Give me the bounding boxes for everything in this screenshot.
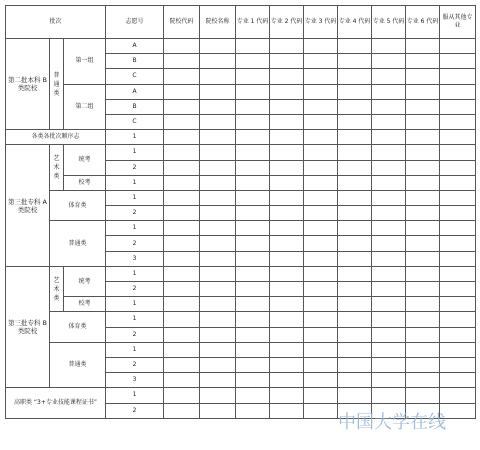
header-major4: 专业 4 代码 xyxy=(338,6,372,39)
table-row xyxy=(6,130,476,145)
input-cell[interactable] xyxy=(406,99,440,114)
header-adjust: 服从其他专业 xyxy=(440,6,476,39)
input-cell[interactable] xyxy=(270,130,304,145)
input-cell[interactable] xyxy=(164,357,200,372)
input-cell[interactable] xyxy=(338,175,372,190)
header-major2: 专业 2 代码 xyxy=(270,6,304,39)
input-cell[interactable] xyxy=(304,312,338,327)
input-cell[interactable] xyxy=(200,84,236,99)
table-row xyxy=(6,145,476,160)
input-cell[interactable] xyxy=(440,297,476,312)
input-cell[interactable] xyxy=(372,84,406,99)
input-cell[interactable] xyxy=(440,373,476,388)
input-cell[interactable] xyxy=(200,282,236,297)
input-cell[interactable] xyxy=(164,236,200,251)
input-cell[interactable] xyxy=(270,84,304,99)
input-cell[interactable] xyxy=(200,297,236,312)
input-cell[interactable] xyxy=(338,84,372,99)
input-cell[interactable] xyxy=(236,69,270,84)
input-cell[interactable] xyxy=(200,251,236,266)
input-cell[interactable] xyxy=(338,160,372,175)
choice-cell: 1 xyxy=(106,221,164,236)
input-cell[interactable] xyxy=(304,54,338,69)
input-cell[interactable] xyxy=(236,114,270,129)
input-cell[interactable] xyxy=(236,145,270,160)
input-cell[interactable] xyxy=(372,357,406,372)
input-cell[interactable] xyxy=(440,388,476,403)
input-cell[interactable] xyxy=(304,130,338,145)
tongkao-label-b: 统考 xyxy=(64,266,106,296)
input-cell[interactable] xyxy=(440,357,476,372)
input-cell[interactable] xyxy=(372,297,406,312)
input-cell[interactable] xyxy=(304,221,338,236)
input-cell[interactable] xyxy=(338,357,372,372)
input-cell[interactable] xyxy=(338,236,372,251)
choice-cell: 3 xyxy=(106,251,164,266)
input-cell[interactable] xyxy=(304,175,338,190)
header-choice-no: 志愿号 xyxy=(106,6,164,39)
input-cell[interactable] xyxy=(440,39,476,54)
input-cell[interactable] xyxy=(236,190,270,205)
input-cell[interactable] xyxy=(270,373,304,388)
input-cell[interactable] xyxy=(304,357,338,372)
input-cell[interactable] xyxy=(164,39,200,54)
header-row xyxy=(6,6,476,39)
input-cell[interactable] xyxy=(406,190,440,205)
header-major3: 专业 3 代码 xyxy=(304,6,338,39)
input-cell[interactable] xyxy=(270,251,304,266)
input-cell[interactable] xyxy=(270,160,304,175)
sports-label: 体育类 xyxy=(50,190,106,220)
choice-cell: 2 xyxy=(106,282,164,297)
input-cell[interactable] xyxy=(270,175,304,190)
input-cell[interactable] xyxy=(338,282,372,297)
input-cell[interactable] xyxy=(372,160,406,175)
input-cell[interactable] xyxy=(270,114,304,129)
input-cell[interactable] xyxy=(338,145,372,160)
input-cell[interactable] xyxy=(440,69,476,84)
choice-cell: 2 xyxy=(106,236,164,251)
input-cell[interactable] xyxy=(406,84,440,99)
section-batch3a: 第三批专科 A 类院校 xyxy=(6,145,50,267)
input-cell[interactable] xyxy=(164,69,200,84)
input-cell[interactable] xyxy=(236,373,270,388)
input-cell[interactable] xyxy=(372,342,406,357)
input-cell[interactable] xyxy=(270,99,304,114)
input-cell[interactable] xyxy=(338,312,372,327)
input-cell[interactable] xyxy=(164,145,200,160)
input-cell[interactable] xyxy=(406,69,440,84)
input-cell[interactable] xyxy=(440,99,476,114)
input-cell[interactable] xyxy=(406,342,440,357)
input-cell[interactable] xyxy=(440,114,476,129)
table-row xyxy=(6,190,476,205)
choice-cell: 2 xyxy=(106,160,164,175)
input-cell[interactable] xyxy=(236,388,270,403)
input-cell[interactable] xyxy=(406,297,440,312)
input-cell[interactable] xyxy=(200,206,236,221)
input-cell[interactable] xyxy=(372,206,406,221)
input-cell[interactable] xyxy=(236,312,270,327)
input-cell[interactable] xyxy=(164,190,200,205)
input-cell[interactable] xyxy=(164,84,200,99)
table-row xyxy=(6,342,476,357)
input-cell[interactable] xyxy=(406,312,440,327)
input-cell[interactable] xyxy=(236,403,270,418)
input-cell[interactable] xyxy=(304,160,338,175)
input-cell[interactable] xyxy=(440,251,476,266)
input-cell[interactable] xyxy=(200,327,236,342)
input-cell[interactable] xyxy=(200,145,236,160)
input-cell[interactable] xyxy=(236,221,270,236)
input-cell[interactable] xyxy=(372,39,406,54)
input-cell[interactable] xyxy=(304,388,338,403)
input-cell[interactable] xyxy=(236,342,270,357)
input-cell[interactable] xyxy=(304,342,338,357)
choice-cell: 2 xyxy=(106,206,164,221)
choice-cell: 1 xyxy=(106,312,164,327)
input-cell[interactable] xyxy=(304,84,338,99)
input-cell[interactable] xyxy=(236,99,270,114)
input-cell[interactable] xyxy=(406,175,440,190)
input-cell[interactable] xyxy=(270,145,304,160)
input-cell[interactable] xyxy=(164,206,200,221)
input-cell[interactable] xyxy=(304,114,338,129)
input-cell[interactable] xyxy=(372,145,406,160)
input-cell[interactable] xyxy=(440,190,476,205)
choice-cell: 1 xyxy=(106,130,164,145)
input-cell[interactable] xyxy=(236,130,270,145)
input-cell[interactable] xyxy=(164,175,200,190)
input-cell[interactable] xyxy=(406,327,440,342)
input-cell[interactable] xyxy=(270,54,304,69)
input-cell[interactable] xyxy=(164,282,200,297)
input-cell[interactable] xyxy=(372,190,406,205)
input-cell[interactable] xyxy=(406,357,440,372)
choice-cell: 1 xyxy=(106,145,164,160)
input-cell[interactable] xyxy=(200,342,236,357)
input-cell[interactable] xyxy=(440,84,476,99)
input-cell[interactable] xyxy=(338,388,372,403)
input-cell[interactable] xyxy=(440,342,476,357)
input-cell[interactable] xyxy=(270,342,304,357)
input-cell[interactable] xyxy=(338,342,372,357)
input-cell[interactable] xyxy=(406,130,440,145)
input-cell[interactable] xyxy=(338,373,372,388)
choice-cell: 1 xyxy=(106,266,164,281)
input-cell[interactable] xyxy=(372,99,406,114)
input-cell[interactable] xyxy=(164,99,200,114)
input-cell[interactable] xyxy=(304,327,338,342)
choice-cell: 2 xyxy=(106,357,164,372)
input-cell[interactable] xyxy=(164,403,200,418)
choice-cell: B xyxy=(106,99,164,114)
input-cell[interactable] xyxy=(270,297,304,312)
group-first: 第一组 xyxy=(64,39,106,85)
input-cell[interactable] xyxy=(164,160,200,175)
input-cell[interactable] xyxy=(372,236,406,251)
input-cell[interactable] xyxy=(236,175,270,190)
input-cell[interactable] xyxy=(200,175,236,190)
input-cell[interactable] xyxy=(270,403,304,418)
input-cell[interactable] xyxy=(270,206,304,221)
table-row xyxy=(6,388,476,403)
input-cell[interactable] xyxy=(372,266,406,281)
input-cell[interactable] xyxy=(200,130,236,145)
input-cell[interactable] xyxy=(372,282,406,297)
header-school-name: 院校名称 xyxy=(200,6,236,39)
input-cell[interactable] xyxy=(200,160,236,175)
xiaokao-label: 校考 xyxy=(64,175,106,190)
input-cell[interactable] xyxy=(270,190,304,205)
xiaokao-label-b: 校考 xyxy=(64,297,106,312)
table-row xyxy=(6,297,476,312)
header-batch: 批次 xyxy=(6,6,106,39)
input-cell[interactable] xyxy=(164,251,200,266)
choice-cell: 1 xyxy=(106,190,164,205)
input-cell[interactable] xyxy=(440,160,476,175)
input-cell[interactable] xyxy=(338,327,372,342)
input-cell[interactable] xyxy=(164,312,200,327)
input-cell[interactable] xyxy=(164,342,200,357)
input-cell[interactable] xyxy=(338,206,372,221)
input-cell[interactable] xyxy=(304,39,338,54)
header-major1: 专业 1 代码 xyxy=(236,6,270,39)
input-cell[interactable] xyxy=(200,69,236,84)
input-cell[interactable] xyxy=(200,403,236,418)
choice-cell: 1 xyxy=(106,175,164,190)
input-cell[interactable] xyxy=(270,282,304,297)
input-cell[interactable] xyxy=(200,190,236,205)
input-cell[interactable] xyxy=(304,99,338,114)
input-cell[interactable] xyxy=(406,221,440,236)
input-cell[interactable] xyxy=(406,373,440,388)
input-cell[interactable] xyxy=(164,221,200,236)
input-cell[interactable] xyxy=(440,221,476,236)
choice-cell: A xyxy=(106,39,164,54)
input-cell[interactable] xyxy=(270,266,304,281)
input-cell[interactable] xyxy=(200,236,236,251)
input-cell[interactable] xyxy=(440,327,476,342)
input-cell[interactable] xyxy=(440,206,476,221)
input-cell[interactable] xyxy=(372,130,406,145)
input-cell[interactable] xyxy=(440,312,476,327)
input-cell[interactable] xyxy=(338,190,372,205)
input-cell[interactable] xyxy=(236,357,270,372)
input-cell[interactable] xyxy=(372,221,406,236)
input-cell[interactable] xyxy=(338,54,372,69)
table-row xyxy=(6,84,476,99)
watermark-logo: 中国大学在线 xyxy=(338,412,446,433)
input-cell[interactable] xyxy=(164,373,200,388)
choice-cell: 2 xyxy=(106,403,164,418)
input-cell[interactable] xyxy=(406,282,440,297)
input-cell[interactable] xyxy=(372,312,406,327)
input-cell[interactable] xyxy=(270,327,304,342)
input-cell[interactable] xyxy=(406,145,440,160)
input-cell[interactable] xyxy=(236,266,270,281)
input-cell[interactable] xyxy=(304,297,338,312)
input-cell[interactable] xyxy=(406,266,440,281)
input-cell[interactable] xyxy=(338,69,372,84)
input-cell[interactable] xyxy=(406,236,440,251)
input-cell[interactable] xyxy=(338,297,372,312)
input-cell[interactable] xyxy=(164,327,200,342)
choice-cell: A xyxy=(106,84,164,99)
input-cell[interactable] xyxy=(200,54,236,69)
choice-cell: 1 xyxy=(106,297,164,312)
input-cell[interactable] xyxy=(304,190,338,205)
input-cell[interactable] xyxy=(236,327,270,342)
input-cell[interactable] xyxy=(338,39,372,54)
input-cell[interactable] xyxy=(338,130,372,145)
input-cell[interactable] xyxy=(164,130,200,145)
choice-cell: 1 xyxy=(106,388,164,403)
input-cell[interactable] xyxy=(406,54,440,69)
sports-label-b: 体育类 xyxy=(50,312,106,342)
section-batch2: 第二批本科 B 类院校 xyxy=(6,39,50,130)
input-cell[interactable] xyxy=(372,54,406,69)
input-cell[interactable] xyxy=(406,160,440,175)
table-row xyxy=(6,312,476,327)
input-cell[interactable] xyxy=(236,206,270,221)
input-cell[interactable] xyxy=(200,114,236,129)
section-batch2-type: 普通类 xyxy=(50,39,64,130)
input-cell[interactable] xyxy=(406,39,440,54)
input-cell[interactable] xyxy=(270,236,304,251)
choice-cell: C xyxy=(106,69,164,84)
input-cell[interactable] xyxy=(270,357,304,372)
input-cell[interactable] xyxy=(338,251,372,266)
section-vocational: 高职类 “3+专业技能课程证书” xyxy=(6,388,106,418)
section-all-batches-art: 各类各批次顺序志 xyxy=(6,130,106,145)
art-label: 艺术类 xyxy=(50,145,64,191)
input-cell[interactable] xyxy=(372,175,406,190)
input-cell[interactable] xyxy=(236,54,270,69)
input-cell[interactable] xyxy=(200,221,236,236)
input-cell[interactable] xyxy=(236,84,270,99)
input-cell[interactable] xyxy=(440,266,476,281)
input-cell[interactable] xyxy=(236,39,270,54)
input-cell[interactable] xyxy=(270,388,304,403)
input-cell[interactable] xyxy=(338,266,372,281)
input-cell[interactable] xyxy=(270,39,304,54)
choice-cell: B xyxy=(106,54,164,69)
art-label-b: 艺术类 xyxy=(50,266,64,312)
input-cell[interactable] xyxy=(164,388,200,403)
table-row xyxy=(6,221,476,236)
input-cell[interactable] xyxy=(440,130,476,145)
input-cell[interactable] xyxy=(236,297,270,312)
choice-form-table xyxy=(5,5,476,419)
input-cell[interactable] xyxy=(304,251,338,266)
regular-label-b: 普通类 xyxy=(50,342,106,388)
regular-label: 普通类 xyxy=(50,221,106,267)
input-cell[interactable] xyxy=(164,54,200,69)
input-cell[interactable] xyxy=(236,236,270,251)
input-cell[interactable] xyxy=(372,373,406,388)
input-cell[interactable] xyxy=(200,373,236,388)
input-cell[interactable] xyxy=(338,221,372,236)
input-cell[interactable] xyxy=(304,282,338,297)
table-row xyxy=(6,175,476,190)
input-cell[interactable] xyxy=(270,69,304,84)
header-major5: 专业 5 代码 xyxy=(372,6,406,39)
input-cell[interactable] xyxy=(372,114,406,129)
table-row xyxy=(6,39,476,54)
table-row xyxy=(6,266,476,281)
input-cell[interactable] xyxy=(406,251,440,266)
choice-cell: C xyxy=(106,114,164,129)
input-cell[interactable] xyxy=(338,99,372,114)
input-cell[interactable] xyxy=(440,54,476,69)
header-school-code: 院校代码 xyxy=(164,6,200,39)
input-cell[interactable] xyxy=(372,251,406,266)
input-cell[interactable] xyxy=(338,114,372,129)
input-cell[interactable] xyxy=(304,206,338,221)
input-cell[interactable] xyxy=(236,251,270,266)
choice-cell: 2 xyxy=(106,327,164,342)
input-cell[interactable] xyxy=(304,266,338,281)
input-cell[interactable] xyxy=(270,312,304,327)
input-cell[interactable] xyxy=(200,388,236,403)
group-second: 第二组 xyxy=(64,84,106,130)
section-batch3b: 第三批专科 B 类院校 xyxy=(6,266,50,388)
input-cell[interactable] xyxy=(270,221,304,236)
input-cell[interactable] xyxy=(304,373,338,388)
input-cell[interactable] xyxy=(200,312,236,327)
input-cell[interactable] xyxy=(372,327,406,342)
input-cell[interactable] xyxy=(200,357,236,372)
input-cell[interactable] xyxy=(164,114,200,129)
input-cell[interactable] xyxy=(440,282,476,297)
input-cell[interactable] xyxy=(304,69,338,84)
input-cell[interactable] xyxy=(200,266,236,281)
input-cell[interactable] xyxy=(372,388,406,403)
input-cell[interactable] xyxy=(372,69,406,84)
input-cell[interactable] xyxy=(200,99,236,114)
tongkao-label: 统考 xyxy=(64,145,106,175)
input-cell[interactable] xyxy=(304,403,338,418)
input-cell[interactable] xyxy=(236,160,270,175)
input-cell[interactable] xyxy=(440,236,476,251)
input-cell[interactable] xyxy=(200,39,236,54)
input-cell[interactable] xyxy=(406,206,440,221)
input-cell[interactable] xyxy=(236,282,270,297)
input-cell[interactable] xyxy=(164,266,200,281)
input-cell[interactable] xyxy=(164,297,200,312)
input-cell[interactable] xyxy=(440,175,476,190)
header-major6: 专业 6 代码 xyxy=(406,6,440,39)
input-cell[interactable] xyxy=(406,114,440,129)
choice-cell: 3 xyxy=(106,373,164,388)
choice-cell: 1 xyxy=(106,342,164,357)
input-cell[interactable] xyxy=(406,388,440,403)
input-cell[interactable] xyxy=(304,236,338,251)
input-cell[interactable] xyxy=(304,145,338,160)
input-cell[interactable] xyxy=(440,145,476,160)
